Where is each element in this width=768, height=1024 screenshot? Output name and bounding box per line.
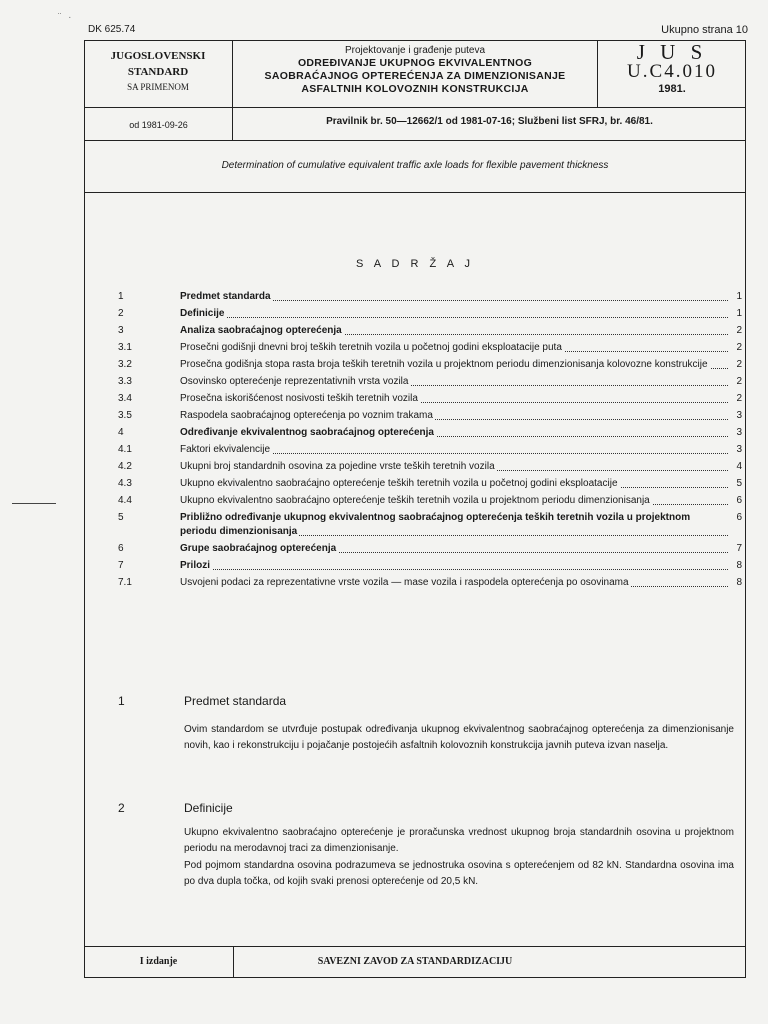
toc-item-text	[180, 460, 728, 474]
standard-name-1: JUGOSLOVENSKI	[110, 50, 206, 62]
toc-item-page: 3	[736, 427, 742, 438]
section-1-title: Predmet standarda	[184, 694, 287, 708]
toc-item	[118, 426, 742, 440]
toc-item-text	[180, 559, 728, 573]
toc-item-title: Osovinsko opterećenje reprezentativnih vrsta vozila	[180, 376, 409, 387]
toc-item-number: 6	[118, 543, 124, 555]
section-2-text-2: Pod pojmom standardna osovina podrazumeva se jednostruka osovina s opterećenjem od 82 kN. Standardna osovina ima po dva dupla točka, od kojih svaki prenosi opterećenje od 20,5 kN.	[184, 860, 734, 887]
toc-item-text	[180, 358, 728, 372]
toc-item-title: Približno određivanje ukupnog ekvivalentnog saobraćajnog opterećenja teških teretnih vozila u projektnom periodu dimenzionisanja	[180, 512, 691, 538]
toc-item-text	[180, 542, 728, 556]
toc-item-number: 4.2	[118, 461, 132, 472]
title-line-1: ODREĐIVANJE UKUPNOG EKVIVALENTNOG	[297, 57, 533, 69]
toc-item-title: Faktori ekvivalencije	[180, 444, 271, 455]
toc-item-title: Definicije	[180, 308, 225, 319]
toc-item-title: Prosečna iskorišćenost nosivosti teških teretnih vozila	[180, 393, 418, 404]
toc-item-page: 2	[736, 359, 742, 370]
toc-item-page: 2	[736, 325, 742, 336]
toc-item-title: Određivanje ekvivalentnog saobraćajnog opterećenja	[180, 427, 434, 438]
toc-item-page: 2	[736, 342, 742, 353]
toc-item-text	[180, 477, 728, 491]
section-2-number: 2	[118, 801, 125, 815]
toc-item-page: 5	[736, 478, 742, 489]
jus-label: J U S	[636, 40, 708, 64]
toc-item-number: 3.4	[118, 393, 132, 404]
subject: Projektovanje i građenje puteva	[344, 45, 486, 56]
toc-item	[118, 494, 742, 508]
toc-leader-dots	[180, 569, 728, 570]
toc-item	[118, 559, 742, 573]
toc-item-text	[180, 375, 728, 389]
toc-item-text	[180, 307, 728, 321]
toc-leader-dots	[180, 317, 728, 318]
toc-item-title: Analiza saobraćajnog opterećenja	[180, 325, 342, 336]
toc-item-number: 4	[118, 427, 124, 438]
toc-item-number: 3.5	[118, 410, 132, 421]
section-1-text: Ovim standardom se utvrđuje postupak određivanja ukupnog ekvivalentnog saobraćajnog opterećenja za dimenzionisanje novih, kao i rekonstrukciju i pojačanje postojećih asfaltnih kolovoznih konstrukcija javnih puteva izvan naselja.	[184, 724, 734, 751]
toc-item-title: Raspodela saobraćajnog opterećenja po voznim trakama	[180, 410, 433, 421]
toc-item-number: 1	[118, 291, 124, 302]
toc-item-page: 2	[736, 376, 742, 387]
toc-item	[118, 358, 742, 372]
toc-item	[118, 341, 742, 355]
toc-item	[118, 409, 742, 423]
udk-number: DK 625.74	[88, 24, 136, 35]
toc-item-page: 8	[736, 560, 742, 572]
toc-item-page: 3	[736, 444, 742, 455]
toc-item-text	[180, 392, 728, 406]
toc-item-title: Grupe saobraćajnog opterećenja	[180, 543, 337, 555]
toc-item-title: Ukupno ekvivalentno saobraćajno opterećenje teških teretnih vozila u projektnom periodu dimenzionisanja	[180, 495, 650, 506]
toc-item	[118, 290, 742, 304]
toc-item-number: 2	[118, 308, 124, 319]
toc-item-title: Usvojeni podaci za reprezentativne vrste vozila — mase vozila i raspodela opterećenja po osovinama	[180, 577, 629, 589]
table-of-contents	[118, 290, 742, 593]
toc-item-text	[180, 443, 728, 457]
title-line-3: ASFALTNIH KOLOVOZNIH KONSTRUKCIJA	[301, 83, 529, 95]
toc-item-page: 1	[736, 308, 742, 319]
header-bottom-divider	[84, 140, 746, 141]
toc-item	[118, 443, 742, 457]
toc-item-page: 2	[736, 393, 742, 404]
toc-item-page: 7	[736, 543, 742, 555]
contents-title: S A D R Ž A J	[355, 258, 475, 270]
title-block	[233, 44, 597, 96]
standard-name-2: STANDARD	[127, 66, 189, 78]
toc-item-title: Prilozi	[180, 560, 211, 572]
toc-item-page: 6	[736, 495, 742, 506]
toc-item	[118, 324, 742, 338]
section-1-number: 1	[118, 694, 125, 708]
toc-item-number: 5	[118, 512, 124, 523]
footer-divider	[84, 946, 746, 947]
jus-cell	[597, 40, 746, 108]
institute: SAVEZNI ZAVOD ZA STANDARDIZACIJU	[317, 956, 513, 967]
toc-item-page: 3	[736, 410, 742, 421]
toc-item-text	[180, 324, 728, 338]
toc-item-title: Ukupni broj standardnih osovina za pojedine vrste teških teretnih vozila	[180, 461, 495, 472]
toc-item-number: 3.2	[118, 359, 132, 370]
toc-item-title: Predmet standarda	[180, 291, 271, 302]
toc-item-text	[180, 511, 728, 539]
toc-item	[118, 511, 742, 539]
toc-item	[118, 477, 742, 491]
edition: I izdanje	[139, 956, 178, 967]
toc-item-number: 3.3	[118, 376, 132, 387]
toc-item-page: 4	[736, 461, 742, 472]
toc-item-number: 7.1	[118, 577, 132, 589]
toc-item-page: 8	[736, 577, 742, 589]
scan-mark: ¨ ·	[58, 12, 74, 23]
toc-item-number: 3.1	[118, 342, 132, 353]
toc-item	[118, 576, 742, 590]
standard-date: od 1981-09-26	[129, 120, 188, 130]
toc-item-number: 7	[118, 560, 124, 572]
toc-item-number: 4.1	[118, 444, 132, 455]
toc-item-page: 1	[736, 291, 742, 302]
description-bottom-divider	[84, 192, 746, 193]
toc-item-number: 3	[118, 325, 124, 336]
toc-item-title: Prosečni godišnji dnevni broj teških teretnih vozila u početnoj godini eksploatacije puta	[180, 342, 562, 353]
toc-item-number: 4.4	[118, 495, 132, 506]
toc-item	[118, 392, 742, 406]
title-line-2: SAOBRAĆAJNOG OPTEREĆENJA ZA DIMENZIONISANJE	[264, 70, 566, 82]
standard-status: SA PRIMENOM	[127, 82, 189, 92]
toc-item-text	[180, 576, 728, 590]
jus-code: U.C4.010	[627, 61, 717, 82]
toc-item-title: Prosečna godišnja stopa rasta broja teških teretnih vozila u projektnom periodu dimenzionisanja kolovozne konstrukcije	[180, 359, 708, 370]
toc-item-text	[180, 290, 728, 304]
toc-item	[118, 460, 742, 474]
toc-item-title: Ukupno ekvivalentno saobraćajno opterećenje teških teretnih vozila u početnoj godini eksploatacije	[180, 478, 618, 489]
toc-item	[118, 542, 742, 556]
total-pages: Ukupno strana 10	[661, 24, 748, 36]
toc-item-text	[180, 426, 728, 440]
english-title: Determination of cumulative equivalent traffic axle loads for flexible pavement thickness	[221, 160, 609, 171]
margin-dash	[12, 503, 56, 504]
jus-year: 1981.	[658, 83, 686, 95]
section-2-text-1: Ukupno ekvivalentno saobraćajno opterećenje je proračunska vrednost ukupnog broja standardnih osovina u projektnom periodu na merodavnoj traci za dimenzionisanje.	[184, 827, 734, 854]
toc-item	[118, 375, 742, 389]
toc-item	[118, 307, 742, 321]
toc-item-page: 6	[736, 512, 742, 523]
toc-item-text	[180, 341, 728, 355]
section-2-title: Definicije	[184, 801, 233, 815]
toc-item-number: 4.3	[118, 478, 132, 489]
toc-item-text	[180, 409, 728, 423]
regulation-reference: Pravilnik br. 50—12662/1 od 1981-07-16; Službeni list SFRJ, br. 46/81.	[326, 116, 653, 127]
toc-item-text	[180, 494, 728, 508]
